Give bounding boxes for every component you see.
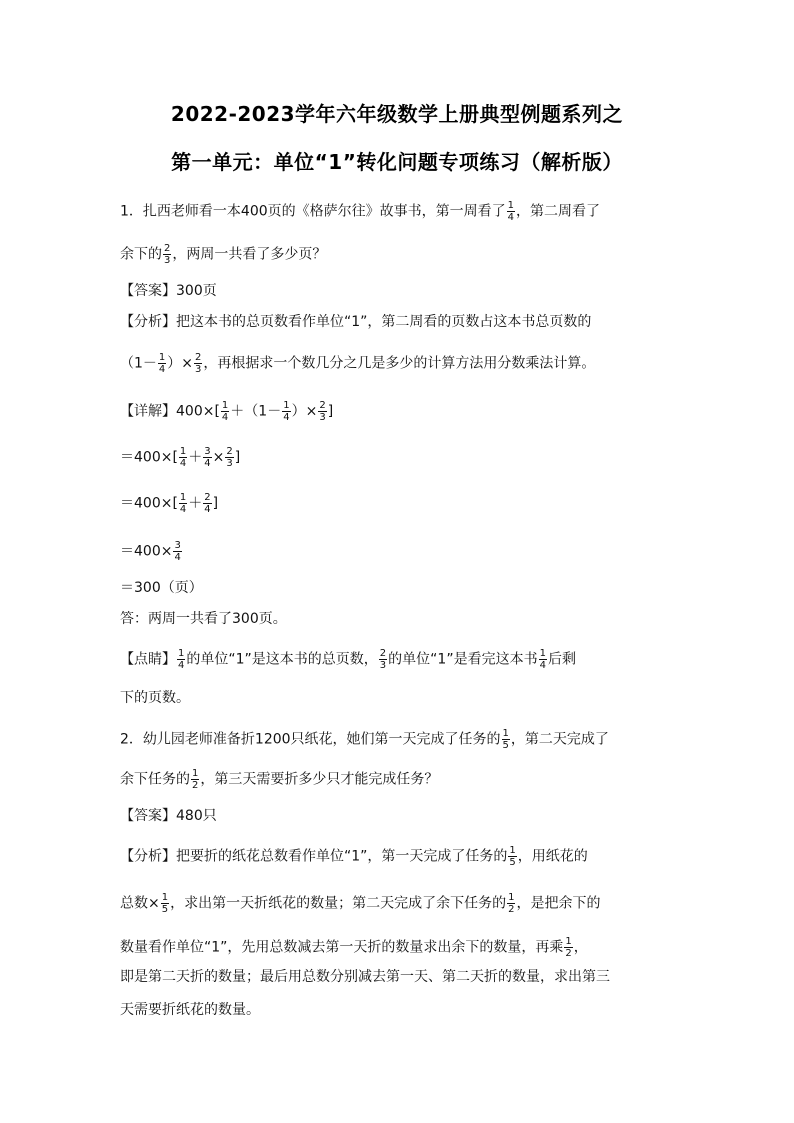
q2-line-2: 余下任务的 $\frac{1}{2}$ ，第三天需要折多少只才能完成任务？ [120,768,439,791]
page-title: 2022-2023学年六年级数学上册典型例题系列之 [170,102,624,126]
q1-analysis-2: （1－ $\frac{1}{4}$ ）× $\frac{2}{3}$ ，再根据求一个数几分之几是多少的计算方法用分数乘法计算。 [120,352,596,375]
q2-answer: 【答案】480只 [120,808,217,824]
q1-line-1: 1．扎西老师看一本400页的《格萨尔往》故事书，第一周看了 $\frac{1}{4}$ ，第二周看了 [120,200,601,223]
fraction-3-4: $\frac{3}{4}$ [174,540,181,563]
fraction-2-3: $\frac{2}{3}$ [164,243,171,266]
q1-comment-2: 下的页数。 [120,690,190,706]
page-subtitle: 第一单元：单位“1”转化问题专项练习（解析版） [171,150,623,174]
q2-analysis-4: 即是第二天折的数量；最后用总数分别减去第一天、第二天折的数量，求出第三 [120,969,610,985]
q1-detail-4: ＝400× $\frac{3}{4}$ [120,540,181,563]
q2-line-1: 2．幼儿园老师准备折1200只纸花，她们第一天完成了任务的 $\frac{1}{5}$ ，第二天完成了 [120,728,609,751]
fraction-1-4: $\frac{1}{4}$ [178,648,185,671]
q2-analysis-2: 总数× $\frac{1}{5}$ ，求出第一天折纸花的数量；第二天完成了余下任务的 $\frac{1}{2}$ ，是把余下的 [120,892,601,915]
q1-analysis-1: 【分析】把这本书的总页数看作单位“1”，第二周看的页数占这本书总页数的 [120,314,592,330]
fraction-1-5: $\frac{1}{5}$ [161,892,169,915]
fraction-1-2: $\frac{1}{2}$ [508,892,515,915]
fraction-1-4: $\frac{1}{4}$ [283,400,290,423]
fraction-1-4: $\frac{1}{4}$ [158,352,166,375]
fraction-3-4: $\frac{3}{4}$ [204,446,211,469]
q2-analysis-1: 【分析】把要折的纸花总数看作单位“1”，第一天完成了任务的 $\frac{1}{5}$ ，用纸花的 [120,845,588,868]
q1-comment-1: 【点睛】 $\frac{1}{4}$ 的单位“1”是这本书的总页数， $\frac{2}{3}$ 的单位“1”是看完这本书 $\frac{1}{4}$ 后剩 [120,648,576,671]
fraction-1-5: $\frac{1}{5}$ [509,845,516,868]
fraction-2-3: $\frac{2}{3}$ [226,446,233,469]
q1-detail-5: ＝300（页） [120,580,203,596]
fraction-2-3: $\frac{2}{3}$ [195,352,202,375]
q2-analysis-5: 天需要折纸花的数量。 [120,1002,260,1018]
fraction-1-4: $\frac{1}{4}$ [179,492,187,515]
fraction-1-4: $\frac{1}{4}$ [179,446,187,469]
q1-final-answer: 答：两周一共看了300页。 [120,611,287,627]
fraction-1-4: $\frac{1}{4}$ [539,648,546,671]
fraction-1-5: $\frac{1}{5}$ [502,728,509,751]
fraction-1-2: $\frac{1}{2}$ [192,768,199,791]
fraction-2-4: $\frac{2}{4}$ [204,492,211,515]
fraction-2-3: $\frac{2}{3}$ [379,648,387,671]
fraction-1-4: $\frac{1}{4}$ [221,400,229,423]
fraction-2-3: $\frac{2}{3}$ [319,400,326,423]
q1-answer: 【答案】300页 [120,283,217,299]
fraction-1-2: $\frac{1}{2}$ [565,936,572,959]
q2-analysis-3: 数量看作单位“1”，先用总数减去第一天折的数量求出余下的数量，再乘 $\frac{1}{2}$ ， [120,936,588,959]
q1-line-2: 余下的 $\frac{2}{3}$ ，两周一共看了多少页？ [120,243,327,266]
fraction-1-4: $\frac{1}{4}$ [507,200,515,223]
q1-detail-1: 【详解】400×[ $\frac{1}{4}$ ＋（1－ $\frac{1}{4}$ ）× $\frac{2}{3}$ ] [120,400,334,423]
q1-detail-3: ＝400×[ $\frac{1}{4}$ ＋ $\frac{2}{4}$ ] [120,492,219,515]
q1-detail-2: ＝400×[ $\frac{1}{4}$ ＋ $\frac{3}{4}$ × $\frac{2}{3}$ ] [120,446,241,469]
